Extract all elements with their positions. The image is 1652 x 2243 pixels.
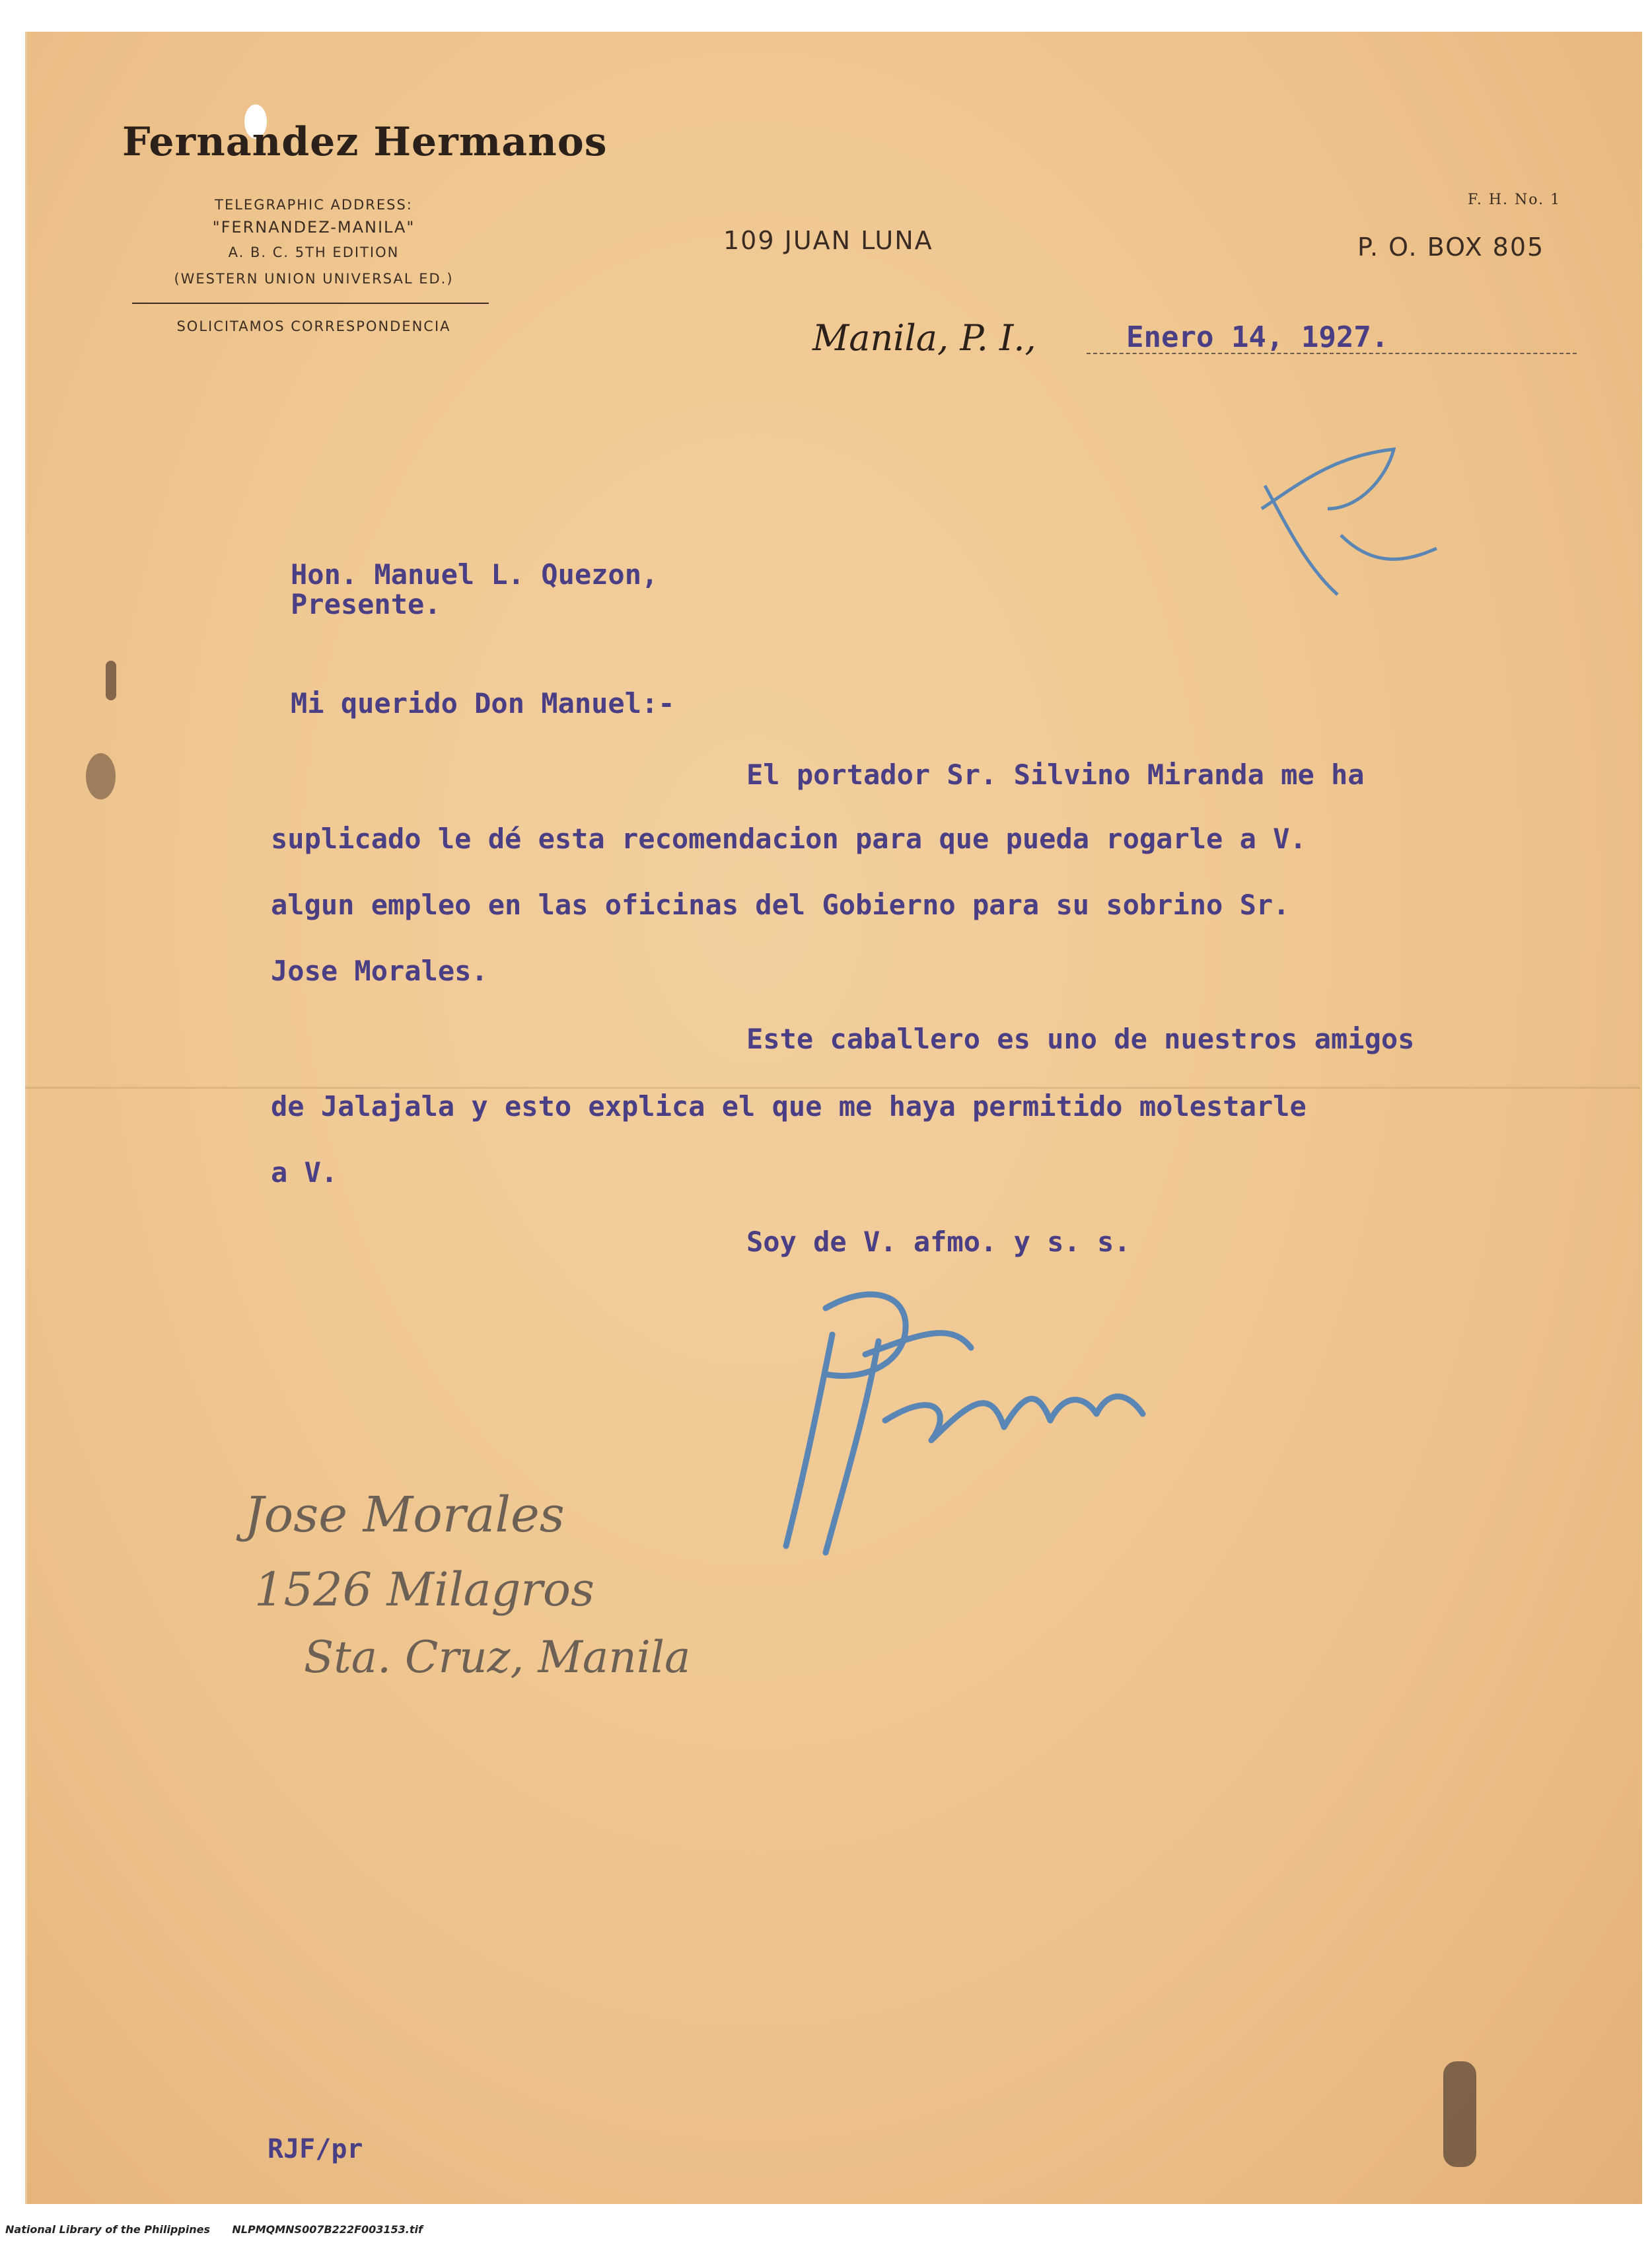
footer-library: National Library of the Philippines NLPMQMNS007B222F003153.tif [5,2223,423,2236]
street-address: 109 JUAN LUNA [723,226,933,255]
note-line-2: 1526 Milagros [254,1563,594,1617]
paper-crease [25,1087,1640,1089]
ink-mark [106,661,116,700]
telegraphic-address: "FERNANDEZ-MANILA" [212,218,415,237]
typist-initials: RJF/pr [268,2134,363,2164]
para1-line-2: suplicado le dé esta recomendacion para que pueda rogarle a V. [271,823,1307,855]
solicit-text: SOLICITAMOS CORRESPONDENCIA [176,318,451,334]
para1-line-3: algun empleo en las oficinas del Gobierno para su sobrino Sr. [271,889,1290,921]
para2-line-3: a V. [271,1156,338,1189]
signature [753,1255,1176,1572]
ink-corner-mark [1443,2061,1476,2167]
recipient-line-1: Hon. Manuel L. Quezon, [291,558,659,591]
form-number: F. H. No. 1 [1468,192,1562,208]
place-prefix: Manila, P. I., [812,317,1036,359]
firm-name: Fernandez Hermanos [122,119,608,165]
para2-line-2: de Jalajala y esto explica el que me haya permitido molestarle [271,1090,1307,1122]
note-line-3: Sta. Cruz, Manila [304,1632,691,1683]
po-box: P. O. BOX 805 [1357,233,1545,262]
letter-date: Enero 14, 1927. [1126,320,1389,354]
salutation: Mi querido Don Manuel:- [291,687,675,719]
note-line-1: Jose Morales [244,1487,565,1543]
closing: Soy de V. afmo. y s. s. [746,1226,1131,1258]
para1-line-1: El portador Sr. Silvino Miranda me ha [746,758,1365,791]
para1-line-4: Jose Morales. [271,955,488,987]
ink-stain [86,753,116,799]
letterhead-rule [132,303,489,304]
telegraphic-label: TELEGRAPHIC ADDRESS: [215,197,413,213]
pencil-r-mark [1248,429,1453,601]
para2-line-1: Este caballero es uno de nuestros amigos [746,1023,1415,1055]
code-western-union: (WESTERN UNION UNIVERSAL ED.) [174,271,454,287]
recipient-line-2: Presente. [291,588,441,620]
code-edition: A. B. C. 5TH EDITION [228,244,400,260]
